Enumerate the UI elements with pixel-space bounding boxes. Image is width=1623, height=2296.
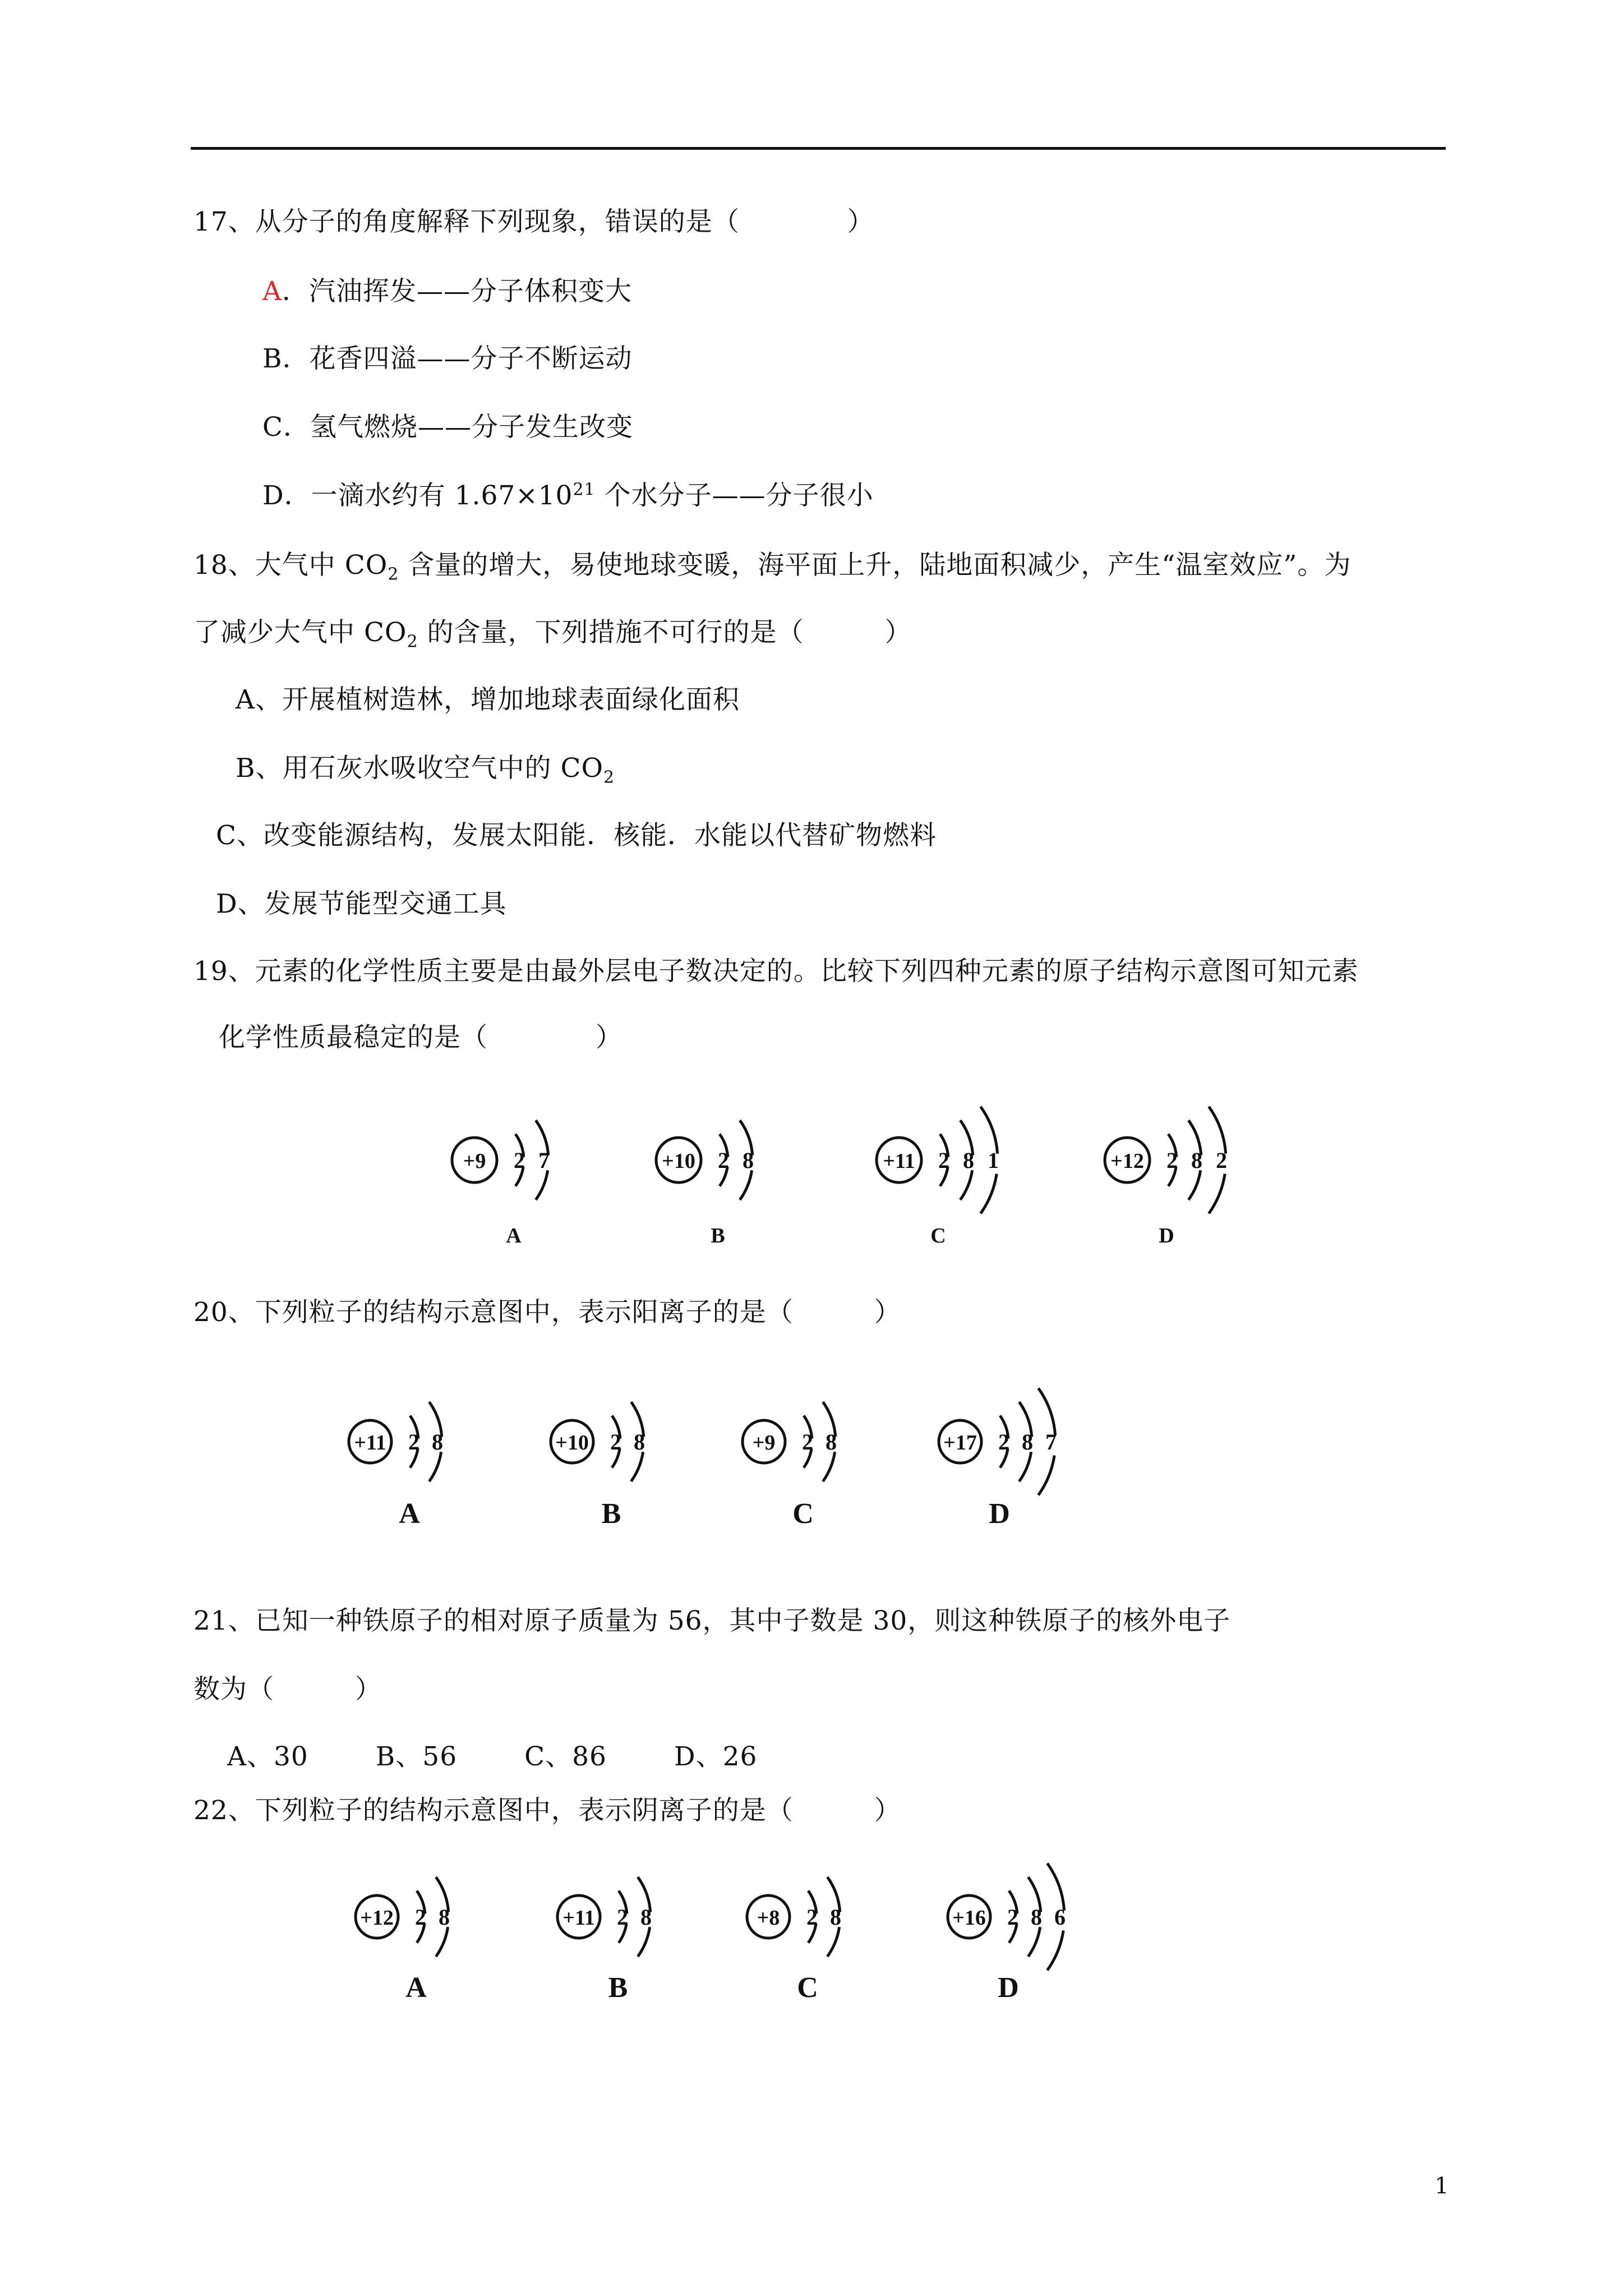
shell-electron-count: 8 <box>963 1148 974 1173</box>
shell-electron-count: 1 <box>988 1148 999 1173</box>
diagram-label: B <box>608 1972 628 2004</box>
nucleus-charge: +12 <box>1110 1149 1144 1173</box>
diagram-label: D <box>989 1498 1010 1530</box>
q22-atom-b[interactable] <box>557 1877 652 2004</box>
nucleus-charge: +17 <box>943 1431 977 1455</box>
diagram-label: C <box>930 1224 946 1248</box>
q18-option-d[interactable]: D、发展节能型交通工具 <box>216 889 507 919</box>
q21-stem-line1: 21、已知一种铁原子的相对原子质量为 56，其中子数是 30，则这种铁原子的核外电子 <box>193 1605 1231 1636</box>
diagram-label: B <box>711 1224 725 1248</box>
shell-electron-count: 8 <box>439 1904 450 1930</box>
shell-electron-count: 8 <box>743 1148 754 1173</box>
diagram-label: A <box>405 1972 427 2004</box>
q21-option-a[interactable]: A、30 <box>227 1741 308 1772</box>
q19-atom-a[interactable] <box>452 1120 550 1248</box>
nucleus-charge: +11 <box>883 1149 915 1173</box>
q19-stem-line2: 化学性质最稳定的是（ ） <box>219 1022 623 1053</box>
diagram-label: D <box>998 1972 1019 2004</box>
q17-option-a[interactable]: A．汽油挥发——分子体积变大 <box>262 276 632 307</box>
shell-electron-count: 2 <box>802 1429 813 1455</box>
nucleus-charge: +16 <box>952 1906 986 1930</box>
shell-electron-count: 8 <box>826 1429 837 1455</box>
shell-electron-count: 2 <box>1166 1148 1178 1173</box>
q18-stem-line2: 了减少大气中 $CO_2$ 的含量，下列措施不可行的是（ ） <box>193 617 912 652</box>
diagram-label: B <box>601 1498 621 1530</box>
q17-option-c[interactable]: C．氢气燃烧——分子发生改变 <box>262 412 633 443</box>
q22-atom-d[interactable] <box>948 1864 1066 2004</box>
shell-electron-count: 8 <box>640 1904 652 1930</box>
q22-atom-a[interactable] <box>356 1877 450 2004</box>
nucleus-charge: +11 <box>562 1906 595 1930</box>
diagram-label: A <box>399 1498 420 1530</box>
q20-atom-a[interactable] <box>349 1402 443 1530</box>
shell-electron-count: 2 <box>998 1429 1009 1455</box>
q19-stem-line1: 19、元素的化学性质主要是由最外层电子数决定的。比较下列四种元素的原子结构示意图可知元素 <box>193 956 1359 987</box>
shell-electron-count: 7 <box>538 1148 550 1173</box>
q20-atom-d[interactable] <box>939 1388 1057 1530</box>
q19-atom-b[interactable] <box>656 1120 754 1248</box>
shell-electron-count: 2 <box>514 1148 525 1173</box>
q21-option-d[interactable]: D、26 <box>674 1741 758 1772</box>
q21-stem-line2: 数为（ ） <box>193 1674 382 1705</box>
q20-stem: 20、下列粒子的结构示意图中，表示阳离子的是（ ） <box>193 1297 901 1328</box>
nucleus-charge: +11 <box>354 1431 386 1455</box>
q18-stem-line1: 18、大气中 $CO_2$ 含量的增大，易使地球变暖，海平面上升，陆地面积减少，产生“温室效应”。为 <box>193 550 1352 585</box>
q20-atom-b[interactable] <box>551 1402 645 1530</box>
shell-electron-count: 2 <box>718 1148 729 1173</box>
shell-electron-count: 2 <box>408 1429 419 1455</box>
diagram-label: C <box>792 1498 814 1530</box>
nucleus-charge: +10 <box>662 1149 695 1173</box>
shell-electron-count: 2 <box>1007 1904 1018 1930</box>
q17-option-a-label: A <box>262 276 282 307</box>
shell-electron-count: 8 <box>1022 1429 1033 1455</box>
shell-electron-count: 8 <box>432 1429 443 1455</box>
diagram-label: C <box>797 1972 818 2004</box>
diagram-label: A <box>506 1224 522 1248</box>
q19-atom-c[interactable] <box>877 1107 999 1248</box>
shell-electron-count: 6 <box>1054 1904 1066 1930</box>
shell-electron-count: 2 <box>415 1904 426 1930</box>
shell-electron-count: 2 <box>938 1148 949 1173</box>
shell-electron-count: 8 <box>634 1429 645 1455</box>
nucleus-charge: +8 <box>757 1906 780 1930</box>
q20-atom-c[interactable] <box>743 1402 837 1530</box>
shell-electron-count: 7 <box>1045 1429 1057 1455</box>
shell-electron-count: 2 <box>617 1904 628 1930</box>
q21-option-b[interactable]: B、56 <box>375 1741 458 1772</box>
q17-stem: 17、从分子的角度解释下列现象，错误的是（ ） <box>193 206 874 237</box>
nucleus-charge: +12 <box>360 1906 394 1930</box>
q22-atom-c[interactable] <box>747 1877 841 2004</box>
shell-electron-count: 2 <box>806 1904 818 1930</box>
diagram-label: D <box>1159 1224 1174 1248</box>
q21-option-c[interactable]: C、86 <box>524 1741 607 1772</box>
nucleus-charge: +10 <box>555 1431 589 1455</box>
shell-electron-count: 2 <box>610 1429 621 1455</box>
q19-atom-d[interactable] <box>1105 1107 1227 1248</box>
q18-option-a[interactable]: A、开展植树造林，增加地球表面绿化面积 <box>236 684 740 715</box>
page-number: 1 <box>1435 2173 1449 2199</box>
q18-option-c[interactable]: C、改变能源结构，发展太阳能．核能．水能以代替矿物燃料 <box>216 820 937 851</box>
shell-electron-count: 8 <box>1191 1148 1202 1173</box>
shell-electron-count: 8 <box>1031 1904 1042 1930</box>
nucleus-charge: +9 <box>752 1431 776 1455</box>
shell-electron-count: 8 <box>830 1904 841 1930</box>
q18-option-b[interactable]: B、用石灰水吸收空气中的 $CO_2$ <box>236 753 615 788</box>
shell-electron-count: 2 <box>1216 1148 1227 1173</box>
q22-stem: 22、下列粒子的结构示意图中，表示阴离子的是（ ） <box>193 1795 901 1826</box>
nucleus-charge: +9 <box>463 1149 486 1173</box>
q17-option-d[interactable]: D．一滴水约有 $1.67\times 10^{21}$ 个水分子——分子很小 <box>262 480 874 511</box>
q17-option-b[interactable]: B．花香四溢——分子不断运动 <box>262 343 633 374</box>
